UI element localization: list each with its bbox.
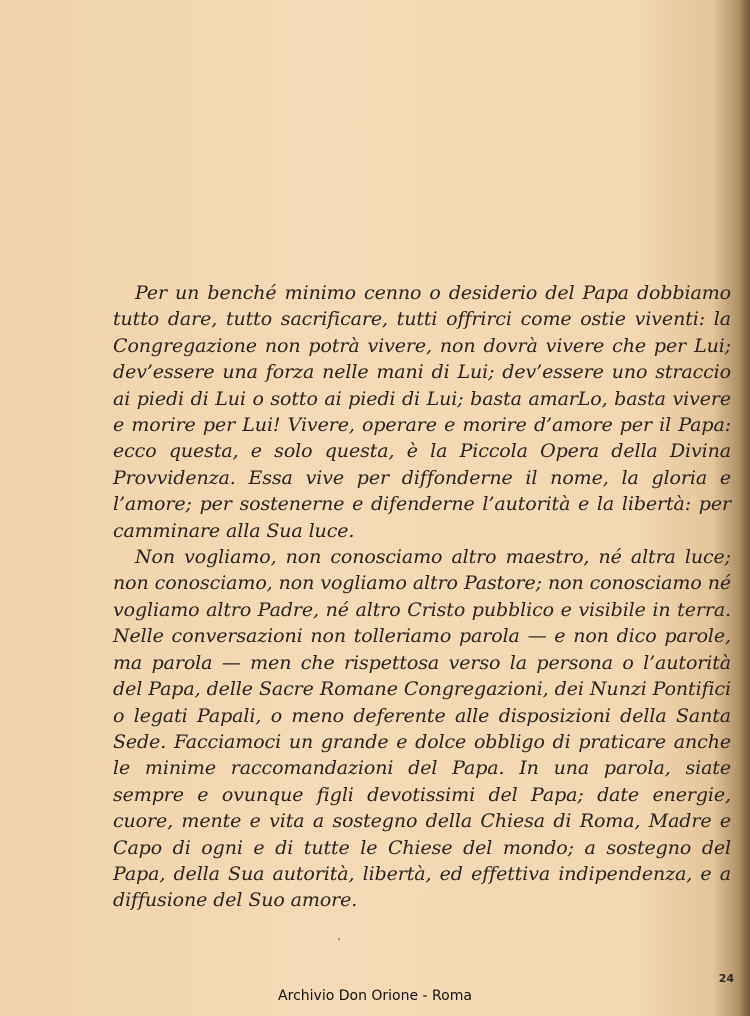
body-text bbox=[113, 280, 731, 914]
paragraph-2: Non vogliamo, non conosciamo altro maestro, né altra luce; non conosciamo, non vogliamo altro Pastore; non conosciamo né vogliamo altro Padre, né altro Cristo pubblico e visibile in terra. Nelle conversazioni non tolleriamo parola — e non dico parole, ma parola — men che rispettosa verso la persona o l’autorità del Papa, delle Sacre Romane Congregazioni, dei Nunzi Pontifici o legati Papali, o meno deferente alle disposizioni della Santa Sede. Facciamoci un grande e dolce obbligo di praticare anche le minime raccomandazioni del Papa. In una parola, siate sempre e ovunque figli devotissimi del Papa; date energie, cuore, mente e vita a sostegno della Chiesa di Roma, Madre e Capo di ogni e di tutte le Chiese del mondo; a sostegno del Papa, della Sua autorità, libertà, ed effettiva indipendenza, e a diffusione del Suo amore. bbox=[113, 546, 731, 912]
page-number: 24 bbox=[718, 972, 734, 985]
page-edge-shadow bbox=[738, 0, 750, 1016]
ink-speck bbox=[338, 938, 340, 940]
paragraph-1: Per un benché minimo cenno o desiderio del Papa dobbiamo tutto dare, tutto sacrificare, tutti offrirci come ostie viventi: la Congregazione non potrà vivere, non dovrà vivere che per Lui; dev’essere una forza nelle mani di Lui; dev’essere uno straccio ai piedi di Lui o sotto ai piedi di Lui; basta amarLo, basta vivere e morire per Lui! Vivere, operare e morire d’amore per il Papa: ecco questa, e solo questa, è la Piccola Opera della Divina Provvidenza. Essa vive per diffonderne il nome, la gloria e l’amore; per sostenerne e difenderne l’autorità e la libertà: per camminare alla Sua luce. bbox=[113, 282, 731, 542]
archive-footer: Archivio Don Orione - Roma bbox=[278, 988, 472, 1004]
